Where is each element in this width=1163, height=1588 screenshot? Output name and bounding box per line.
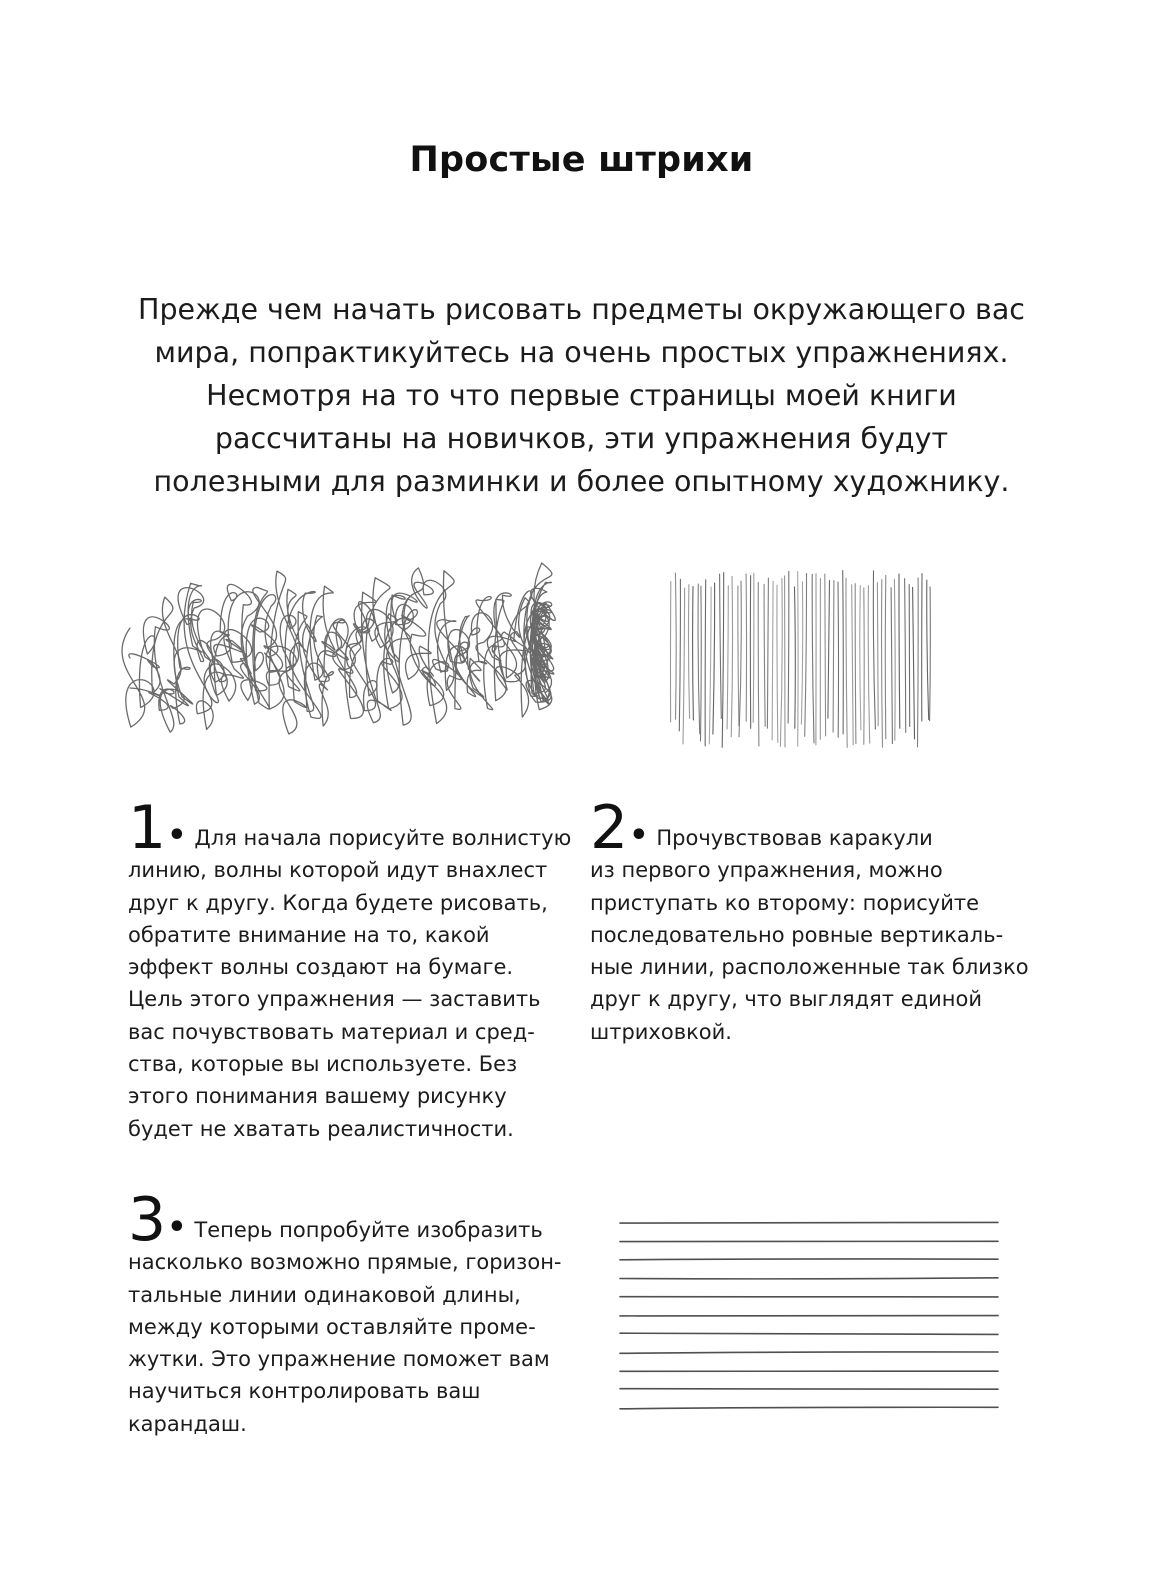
- step-3-first-line: [128, 1185, 578, 1255]
- hatch-stroke: [891, 588, 892, 744]
- hatch-stroke: [877, 583, 878, 726]
- hatch-stroke: [675, 573, 676, 719]
- step-text-line: приступать ко второму: порисуйте: [590, 890, 979, 915]
- hatch-stroke: [860, 586, 861, 730]
- hatch-stroke: [764, 584, 765, 726]
- step-dot: •: [629, 818, 649, 853]
- step-text-line: эффект волны создают на бумаге.: [128, 955, 514, 980]
- intro-line: мира, попрактикуйтесь на очень простых упражнениях.: [154, 336, 1009, 369]
- hatch-stroke: [873, 571, 875, 729]
- step-text-line: карандаш.: [128, 1411, 247, 1436]
- step-text-line: вас почувствовать материал и сред-: [128, 1019, 535, 1044]
- horizontal-stroke: [620, 1259, 998, 1260]
- step-text-line: из первого упражнения, можно: [590, 858, 943, 883]
- step-text-line: ства, которые вы используете. Без: [128, 1052, 518, 1077]
- hatch-stroke: [825, 574, 826, 736]
- hatch-stroke: [693, 587, 694, 720]
- step-number: 1: [128, 793, 166, 863]
- step-text-line: насколько возможно прямые, горизон-: [128, 1250, 562, 1275]
- hatch-stroke: [772, 581, 773, 740]
- hatch-stroke: [855, 584, 856, 744]
- hatch-stroke: [709, 587, 711, 744]
- horizontal-stroke: [620, 1333, 998, 1334]
- hatch-stroke: [885, 575, 886, 738]
- hatch-stroke: [930, 587, 931, 721]
- hatch-stroke: [882, 580, 883, 748]
- step-dot: •: [167, 1210, 187, 1245]
- horizontal-stroke: [620, 1407, 998, 1409]
- hatch-stroke: [713, 583, 715, 734]
- step-number: 2: [590, 793, 628, 863]
- step-text-line: жутки. Это упражнение поможет вам: [128, 1347, 550, 1372]
- step-text-line: между которыми оставляйте проме-: [128, 1314, 536, 1339]
- step-1: [128, 793, 572, 1145]
- hatch-stroke: [722, 573, 724, 748]
- hatch-stroke: [838, 582, 839, 737]
- horizontal-stroke: [620, 1278, 998, 1279]
- hatch-stroke: [767, 578, 768, 728]
- hatch-stroke: [679, 579, 680, 731]
- hatch-stroke: [927, 580, 929, 719]
- hatch-stroke: [701, 586, 702, 741]
- hatch-stroke: [738, 586, 739, 726]
- hatch-stroke: [788, 571, 789, 723]
- step-text-line: Прочувствовав каракули: [656, 826, 933, 850]
- hatch-stroke: [828, 581, 830, 719]
- step-text-line: обратите внимание на то, какой: [128, 922, 490, 947]
- step-text-line: линию, волны которой идут внахлест: [128, 858, 548, 883]
- hatch-stroke: [727, 586, 728, 729]
- hatch-stroke: [780, 579, 782, 747]
- step-2: [590, 793, 1030, 1048]
- horizontal-stroke: [620, 1222, 998, 1223]
- step-text-line: последовательно ровные вертикаль-: [590, 922, 1004, 947]
- step-text-line: ные линии, расположенные так близко: [590, 955, 1029, 980]
- hatch-stroke: [843, 571, 844, 734]
- scribble-stroke: [130, 568, 555, 730]
- step-3: [128, 1185, 578, 1440]
- hatch-stroke: [688, 585, 689, 719]
- step-1-first-line: [128, 793, 572, 863]
- horizontal-stroke: [620, 1352, 998, 1353]
- hatch-stroke: [909, 585, 910, 727]
- hatch-stroke: [777, 585, 778, 742]
- hatch-stroke: [739, 581, 741, 737]
- hatch-stroke: [720, 574, 722, 719]
- scribble-illustration: [110, 548, 560, 758]
- hatch-stroke: [812, 574, 814, 743]
- hatch-stroke: [868, 586, 869, 744]
- step-2-first-line: [590, 793, 1030, 863]
- vertical-hatching-illustration: [655, 548, 955, 758]
- step-number: 3: [128, 1185, 166, 1255]
- page-title: Простые штрихи: [409, 140, 754, 180]
- hatch-stroke: [705, 580, 706, 746]
- intro-line: Прежде чем начать рисовать предметы окружающего вас: [138, 293, 1025, 326]
- step-text-line: тальные линии одинаковой длины,: [128, 1282, 521, 1307]
- step-text-line: Цель этого упражнения — заставить: [128, 987, 541, 1012]
- step-text-line: Для начала порисуйте волнистую: [194, 826, 572, 850]
- hatch-stroke: [833, 581, 834, 732]
- hatch-stroke: [918, 578, 919, 747]
- horizontal-stroke: [620, 1389, 998, 1390]
- step-text-line: научиться контролировать ваш: [128, 1379, 481, 1404]
- intro-paragraph: [100, 288, 1063, 503]
- step-text-line: штриховкой.: [590, 1019, 732, 1044]
- intro-line: рассчитаны на новичков, эти упражнения будут: [214, 422, 949, 455]
- hatch-stroke: [683, 588, 685, 744]
- hatch-stroke: [846, 578, 847, 747]
- hatch-stroke: [795, 587, 796, 728]
- hatch-stroke: [905, 579, 906, 733]
- hatch-stroke: [805, 574, 807, 737]
- hatch-stroke: [753, 573, 754, 722]
- step-dot: •: [167, 818, 187, 853]
- hatch-stroke: [852, 585, 854, 745]
- hatch-stroke: [698, 584, 700, 734]
- hatch-stroke: [758, 583, 759, 747]
- horizontal-lines-illustration: [600, 1210, 1010, 1430]
- step-text-line: будет не хватать реалистичности.: [128, 1116, 514, 1141]
- hatch-stroke: [731, 576, 732, 736]
- step-text-line: этого понимания вашему рисунку: [128, 1084, 507, 1109]
- step-text-line: друг к другу, что выглядят единой: [590, 987, 983, 1012]
- intro-line: Несмотря на то что первые страницы моей книги: [206, 379, 957, 412]
- hatch-stroke: [913, 587, 915, 739]
- step-text-line: Теперь попробуйте изобразить: [194, 1218, 543, 1242]
- intro-line: полезными для разминки и более опытному художнику.: [153, 465, 1010, 498]
- hatch-stroke: [894, 580, 895, 741]
- hatch-stroke: [899, 574, 900, 728]
- hatch-stroke: [801, 582, 802, 724]
- step-text-line: друг к другу. Когда будете рисовать,: [128, 890, 548, 915]
